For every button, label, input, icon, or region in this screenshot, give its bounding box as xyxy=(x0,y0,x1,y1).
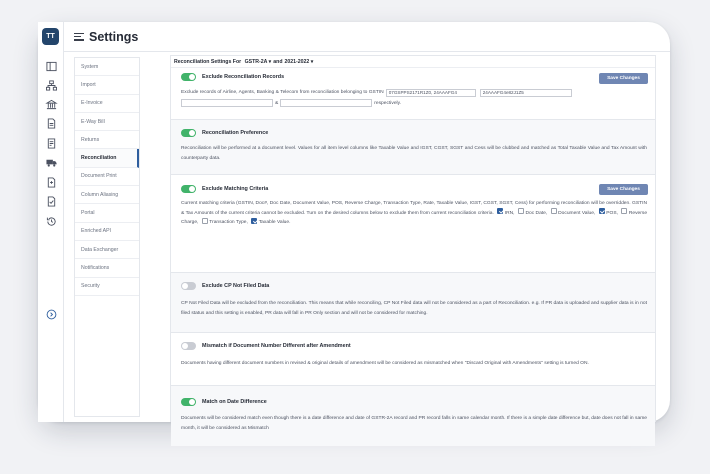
section-match-on-date-difference xyxy=(171,386,655,446)
settings-sidebar xyxy=(74,57,140,417)
sidebar-item-column-aliasing[interactable]: Column Aliasing xyxy=(75,186,139,204)
gstin-input-2[interactable]: 24AAAFG4e82J1Z5 xyxy=(480,89,572,97)
section-description: Documents will be considered match even though there is a date difference and date of GSTR-2A record and PR record falls in same calendar month. If there is a simple date difference but, date does not fall in same month, it will be considered as Mismatch xyxy=(181,416,647,431)
page-title: Settings xyxy=(89,29,139,44)
document-icon[interactable] xyxy=(45,117,57,129)
arrow-right-circle-icon[interactable] xyxy=(45,308,57,320)
section-description: Documents having different document numbers in revised & original details of amendment will be considered as mismatched when "Discard Original with Amendments" setting is turned ON. xyxy=(181,361,589,366)
exclude-records-toggle[interactable] xyxy=(181,73,196,81)
checkbox-taxable-value[interactable] xyxy=(251,218,257,224)
ampersand-text: & xyxy=(275,100,279,106)
settings-heading xyxy=(171,56,655,68)
history-icon[interactable] xyxy=(45,215,57,227)
section-description: CP Not Filed Data will be excluded from the reconciliation. This means that while reconciling, CP Not Filed data will not be considered as a part of Reconciliation. e.g. If PR data is uploaded and supplier data is in not filed status and this setting is enabled, PR data will fall in PR Only section and will not be considered for matching. xyxy=(181,301,647,316)
page-header xyxy=(64,22,670,52)
sidebar-item-reconciliation[interactable]: Reconciliation xyxy=(75,149,139,167)
section-mismatch-doc-number xyxy=(171,333,655,386)
invoice-icon[interactable] xyxy=(45,137,57,149)
app-logo[interactable]: TT xyxy=(42,28,59,45)
sidebar-item-returns[interactable]: Returns xyxy=(75,131,139,149)
section-exclude-reconciliation-records xyxy=(171,68,655,120)
checkbox-irn[interactable] xyxy=(497,208,503,214)
section-exclude-cp-not-filed xyxy=(171,273,655,333)
chevron-down-icon: ▾ xyxy=(310,58,314,65)
return-type-dropdown[interactable]: GSTR-2A ▾ xyxy=(244,58,272,65)
section-title: Exclude Matching Criteria xyxy=(202,186,269,192)
section-reconciliation-preference xyxy=(171,120,655,175)
nav-rail xyxy=(38,22,64,422)
reconciliation-settings-panel xyxy=(170,55,656,431)
sidebar-item-import[interactable]: Import xyxy=(75,76,139,94)
match-on-date-difference-toggle[interactable] xyxy=(181,398,196,406)
section-description: Current matching criteria (GSTIN, Doc#, Doc Date, Document Value, POS, Reverse Charge, Transaction Type, Rate, Taxable Value, IGST, CGST, SGST, Cess) for performing reconciliation will be overridden. GSTIN & Tax Amounts of the current criteria cannot be excluded. Turn on the desired columns below to exclude them from current reconciliation criteria. IRN, Doc Date, Document Value, POS, Reverse Charge, Transaction Type, Taxable Value. xyxy=(181,201,648,225)
section-title: Exclude CP Not Filed Data xyxy=(202,283,270,289)
section-title: Exclude Reconciliation Records xyxy=(202,74,285,80)
respectively-text: respectively. xyxy=(374,100,402,106)
save-changes-button[interactable]: Save Changes xyxy=(599,73,648,84)
section-title: Reconciliation Preference xyxy=(202,130,269,136)
menu-icon[interactable] xyxy=(74,33,84,41)
truck-icon[interactable] xyxy=(45,156,57,168)
bank-icon[interactable] xyxy=(45,98,57,110)
exclude-cp-not-filed-toggle[interactable] xyxy=(181,282,196,290)
mismatch-doc-number-toggle[interactable] xyxy=(181,342,196,350)
hierarchy-icon[interactable] xyxy=(45,79,57,91)
chevron-down-icon: ▾ xyxy=(268,58,272,65)
section-description: Exclude records of Airline, Agents, Banking & Telecom from reconciliation belonging to GSTIN xyxy=(181,90,384,95)
save-changes-button[interactable]: Save Changes xyxy=(599,184,648,195)
panel-icon[interactable] xyxy=(45,60,57,72)
sidebar-item-system[interactable]: System xyxy=(75,58,139,76)
checkbox-transaction-type[interactable] xyxy=(202,218,208,224)
file-check-icon[interactable] xyxy=(45,195,57,207)
gstin-input-1[interactable]: 07GSPPS2171R1Z0, 24AAAFG4 xyxy=(386,89,476,97)
heading-prefix: Reconciliation Settings For xyxy=(174,58,242,65)
app-window xyxy=(38,22,670,431)
gstin-input-4[interactable] xyxy=(280,99,372,107)
sidebar-item-data-exchanger[interactable]: Data Exchanger xyxy=(75,241,139,259)
checkbox-pos[interactable] xyxy=(599,208,605,214)
sidebar-item-notifications[interactable]: Notifications xyxy=(75,259,139,277)
gstin-input-3[interactable] xyxy=(181,99,273,107)
sidebar-item-document-print[interactable]: Document Print xyxy=(75,168,139,186)
heading-and: and xyxy=(273,58,283,65)
section-title: Match on Date Difference xyxy=(202,399,267,405)
section-title: Mismatch if Document Number Different after Amendment xyxy=(202,343,351,349)
checkbox-document-value[interactable] xyxy=(551,208,557,214)
reconciliation-preference-toggle[interactable] xyxy=(181,129,196,137)
exclude-matching-criteria-toggle[interactable] xyxy=(181,185,196,193)
sidebar-item-enriched-api[interactable]: Enriched API xyxy=(75,223,139,241)
checkbox-doc-date[interactable] xyxy=(518,208,524,214)
section-exclude-matching-criteria xyxy=(171,175,655,273)
sidebar-item-e-invoice[interactable]: E-Invoice xyxy=(75,95,139,113)
section-description: Reconciliation will be performed at a document level. Values for all item level columns like Taxable Value and IGST, CGST, SGST and Cess will be clubbed and matched as Total Taxable Value and Tax Amount with counterparty data. xyxy=(181,146,647,161)
sidebar-item-e-way-bill[interactable]: E-Way Bill xyxy=(75,113,139,131)
checkbox-reverse-charge[interactable] xyxy=(621,208,627,214)
file-icon[interactable] xyxy=(45,176,57,188)
sidebar-item-security[interactable]: Security xyxy=(75,278,139,296)
sidebar-item-portal[interactable]: Portal xyxy=(75,204,139,222)
year-dropdown[interactable]: 2021-2022 ▾ xyxy=(284,58,314,65)
